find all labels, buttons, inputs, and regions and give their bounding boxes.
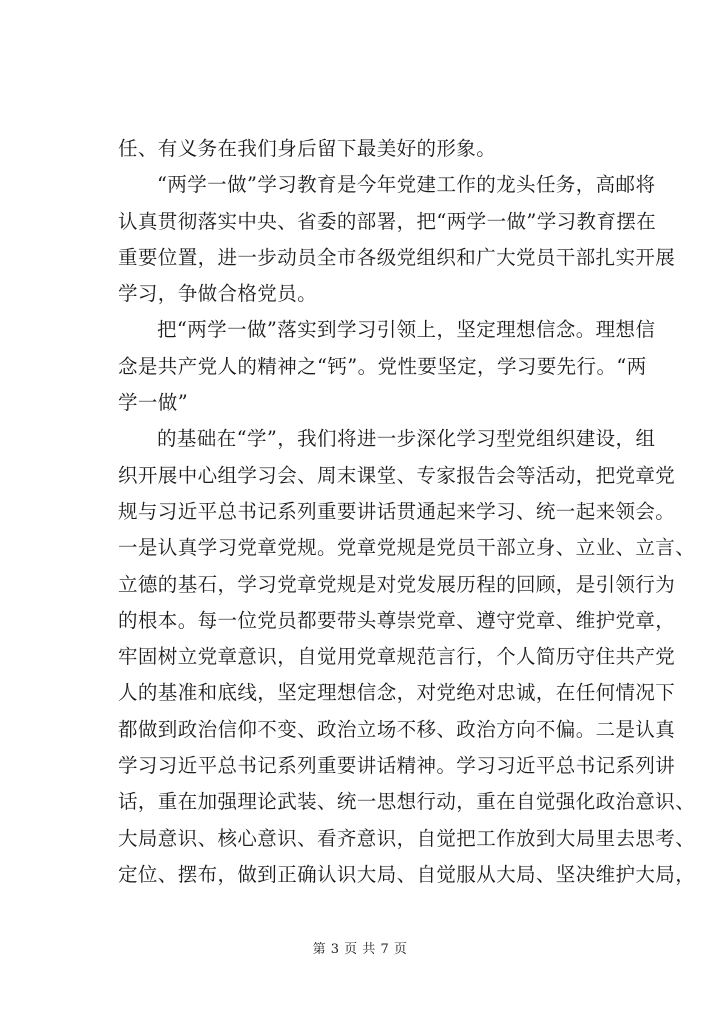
paragraph-start-line: 的基础在“学”，我们将进一步深化学习型党组织建设，组 — [157, 427, 656, 451]
text-line: 立德的基石，学习党章党规是对党发展历程的回顾，是引领行为 — [118, 572, 676, 596]
text-line: 定位、摆布，做到正确认识大局、自觉服从大局、坚决维护大局， — [118, 862, 696, 886]
page-number-footer: 第 3 页 共 7 页 — [312, 942, 408, 957]
text-line: 规与习近平总书记系列重要讲话贯通起来学习、统一起来领会。 — [118, 499, 676, 523]
paragraph-start-line: 把“两学一做”落实到学习引领上，坚定理想信念。理想信 — [157, 318, 656, 342]
text-line: 话，重在加强理论武装、统一思想行动，重在自觉强化政治意识、 — [118, 790, 696, 814]
text-line: 都做到政治信仰不变、政治立场不移、政治方向不偏。二是认真 — [118, 717, 676, 741]
text-line: 人的基准和底线，坚定理想信念，对党绝对忠诚，在任何情况下 — [118, 681, 676, 705]
paragraph-start-line: “两学一做”学习教育是今年党建工作的龙头任务，高邮将 — [157, 173, 656, 197]
body-text — [118, 131, 696, 893]
text-line: 牢固树立党章意识，自觉用党章规范言行，个人简历守住共产党 — [118, 645, 676, 669]
text-line: 学习习近平总书记系列重要讲话精神。学习习近平总书记系列讲 — [118, 754, 676, 778]
text-line: 学习，争做合格党员。 — [118, 282, 318, 306]
text-line: 任、有义务在我们身后留下最美好的形象。 — [118, 137, 497, 160]
text-line: 大局意识、核心意识、看齐意识，自觉把工作放到大局里去思考、 — [118, 826, 696, 850]
text-line: 的根本。每一位党员都要带头尊崇党章、遵守党章、维护党章， — [118, 608, 676, 632]
text-line: 学一做” — [118, 391, 189, 415]
text-line: 织开展中心组学习会、周末课堂、专家报告会等活动，把党章党 — [118, 463, 676, 487]
text-line: 念是共产党人的精神之“钙”。党性要坚定，学习要先行。“两 — [118, 354, 647, 378]
text-line: 一是认真学习党章党规。党章党规是党员干部立身、立业、立言、 — [118, 536, 696, 560]
text-line: 重要位置，进一步动员全市各级党组织和广大党员干部扎实开展 — [118, 245, 676, 269]
text-line: 认真贯彻落实中央、省委的部署，把“两学一做”学习教育摆在 — [118, 209, 657, 233]
